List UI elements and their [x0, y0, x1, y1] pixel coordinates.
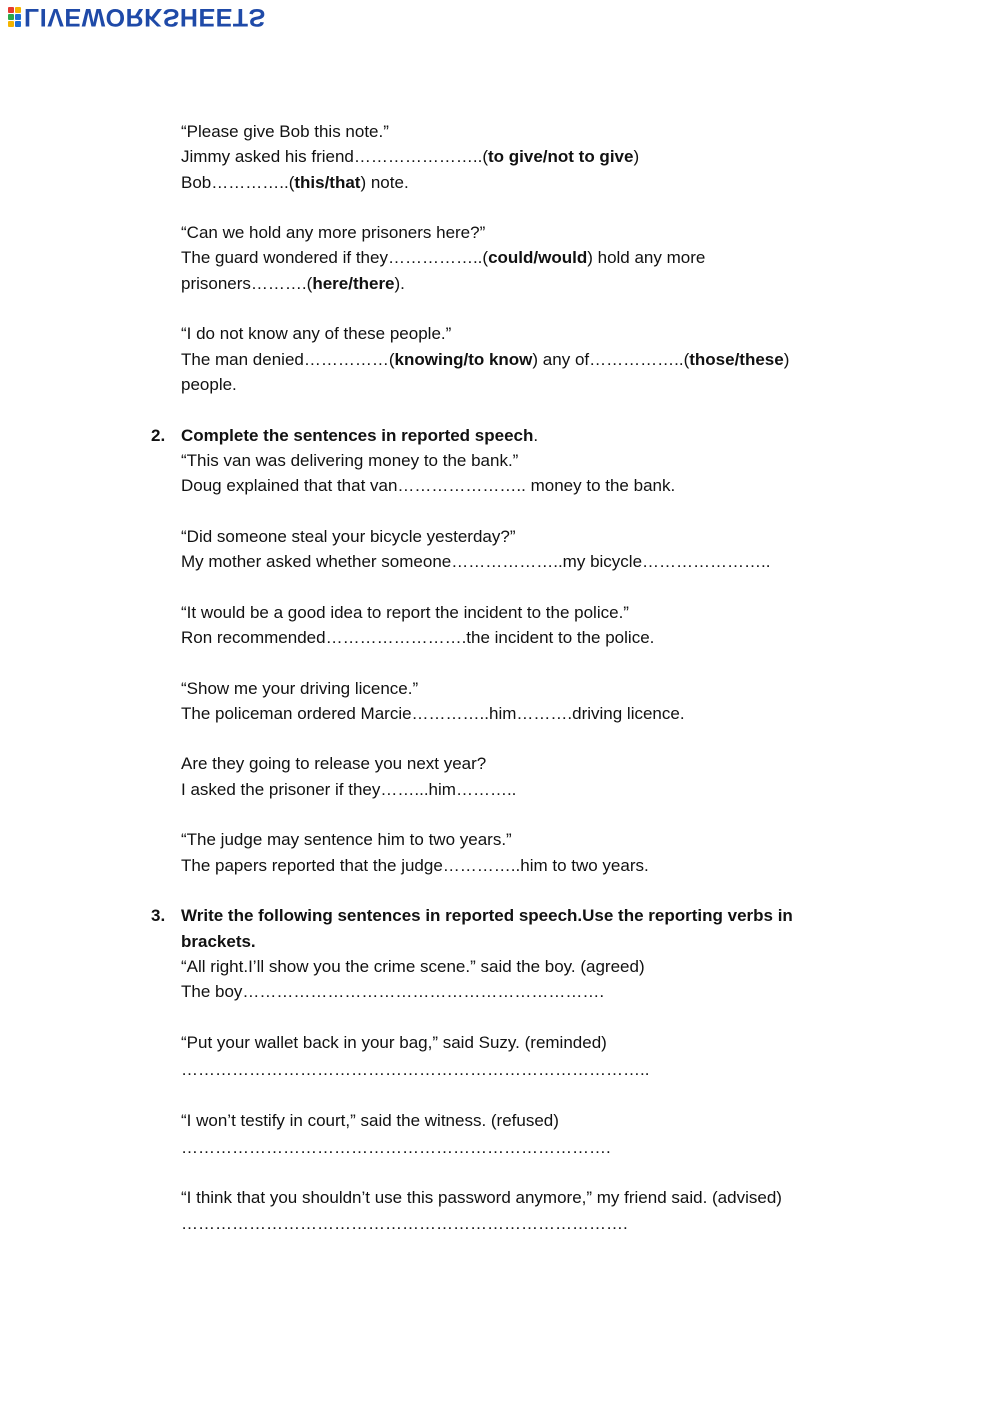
ex3-item-1	[181, 954, 861, 1005]
ex2-item-2	[181, 524, 861, 575]
ex1-quote: “Can we hold any more prisoners here?”	[181, 223, 486, 243]
liveworksheets-logo	[8, 4, 266, 29]
ex2-item-4	[181, 676, 861, 727]
ex2-answer: The papers reported that the judge…………..him to two years.	[181, 855, 649, 875]
ex2-quote: “Show me your driving licence.”	[181, 678, 419, 698]
ex2-number: 2.	[151, 425, 166, 445]
ex1-item-1	[181, 119, 861, 195]
ex1-answer-line: The guard wondered if they……………..(could/would) hold any more	[181, 248, 706, 268]
ex3-quote: “All right.I’ll show you the crime scene.” said the boy. (agreed)	[181, 956, 645, 976]
ex2-quote: “The judge may sentence him to two years.”	[181, 830, 512, 850]
logo-text: LIVEWORKSHEETS	[24, 3, 266, 31]
ex2-answer: Doug explained that that van………………….. money to the bank.	[181, 476, 676, 496]
worksheet-content	[151, 119, 861, 1236]
ex2-quote: “It would be a good idea to report the incident to the police.”	[181, 602, 629, 622]
ex2-quote: “This van was delivering money to the bank.”	[181, 450, 519, 470]
ex3-quote: “I think that you shouldn’t use this password anymore,” my friend said. (advised)	[181, 1188, 782, 1208]
ex2-quote: “Did someone steal your bicycle yesterday?”	[181, 526, 516, 546]
ex2-item-6	[181, 827, 861, 878]
ex1-answer-line: Bob…………..(this/that) note.	[181, 172, 409, 192]
ex2-item-5	[181, 751, 861, 802]
ex3-quote: “Put your wallet back in your bag,” said Suzy. (reminded)	[181, 1032, 607, 1052]
logo-blocks-icon	[8, 7, 21, 27]
ex1-answer-line: prisoners……….(here/there).	[181, 273, 405, 293]
ex3-answer: The boy……………………………………………………….	[181, 982, 605, 1002]
ex3-answer: …………………………………………………………………….	[181, 1213, 628, 1233]
ex1-answer-line: The man denied……………(knowing/to know) any of……………..(those/these)	[181, 349, 790, 369]
ex2-answer: The policeman ordered Marcie…………..him……….driving licence.	[181, 703, 685, 723]
ex2-answer: My mother asked whether someone………………..my bicycle…………………..	[181, 552, 771, 572]
ex1-quote: “Please give Bob this note.”	[181, 122, 389, 141]
ex3-answer: ………………………………………………………………….	[181, 1137, 611, 1157]
ex2-item-3	[181, 600, 861, 651]
ex2-quote: Are they going to release you next year?	[181, 754, 487, 774]
ex1-item-3	[181, 321, 861, 397]
ex2-answer: I asked the prisoner if they……...him………..	[181, 779, 517, 799]
ex3-item-2	[181, 1030, 861, 1083]
ex2-heading: 2. Complete the sentences in reported speech.	[181, 423, 861, 448]
ex3-item-3	[181, 1108, 861, 1161]
ex3-quote: “I won’t testify in court,” said the witness. (refused)	[181, 1110, 559, 1130]
ex2-answer: Ron recommended…………………….the incident to the police.	[181, 627, 655, 647]
ex3-answer: ………………………………………………………………………..	[181, 1059, 650, 1079]
ex3-item-4	[181, 1185, 861, 1236]
ex1-item-2	[181, 220, 861, 296]
ex1-answer-line: people.	[181, 374, 237, 394]
ex1-quote: “I do not know any of these people.”	[181, 324, 452, 344]
ex3-number: 3.	[151, 906, 166, 926]
ex2-item-1	[181, 448, 861, 499]
ex1-answer-line: Jimmy asked his friend…………………..(to give/not to give)	[181, 147, 640, 167]
ex3-heading-line2: brackets.	[181, 931, 256, 951]
ex3-heading: 3. Write the following sentences in reported speech.Use the reporting verbs in	[181, 903, 861, 928]
